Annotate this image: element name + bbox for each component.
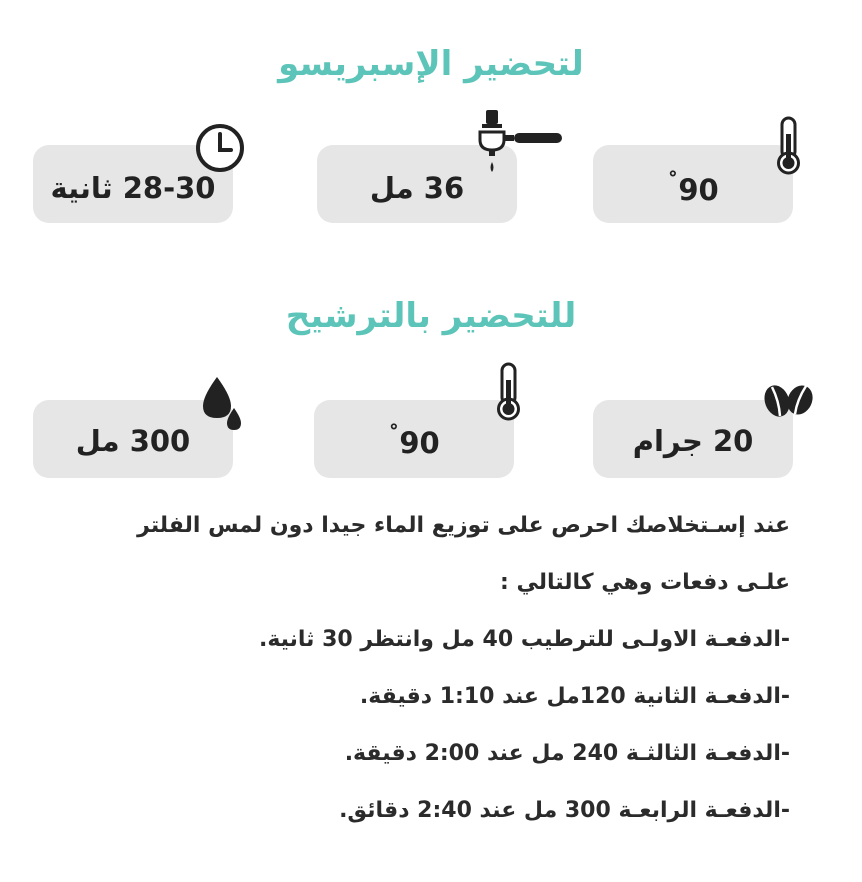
- thermometer-icon: [494, 362, 524, 424]
- instruction-line: -الدفعـة الاولـى للترطيب 40 مل وانتظر 30 ثانية.: [258, 627, 790, 652]
- coffee-beans-icon: [762, 378, 816, 422]
- espresso-temperature-value: 90˚: [667, 171, 719, 207]
- pourover-water-value: 300 مل: [75, 424, 191, 458]
- pourover-temperature-card: [314, 400, 514, 478]
- brewing-instructions: [30, 506, 790, 848]
- espresso-time-value: 28-30 ثانية: [50, 171, 216, 205]
- instruction-line: -الدفعـة الثانية 120مل عند 1:10 دقيقة.: [359, 684, 790, 709]
- pourover-coffee-value: 20 جرام: [632, 424, 754, 458]
- thermometer-icon: [774, 116, 804, 178]
- instruction-line: -الدفعـة الرابعـة 300 مل عند 2:40 دقائق.: [339, 798, 790, 823]
- clock-icon: [193, 121, 247, 175]
- water-drops-icon: [200, 374, 246, 436]
- espresso-volume-value: 36 مل: [369, 171, 465, 205]
- instruction-line: علـى دفعات وهي كالتالي :: [500, 570, 790, 595]
- instruction-line: -الدفعـة الثالثـة 240 مل عند 2:00 دقيقة.: [344, 741, 790, 766]
- pourover-temperature-value: 90˚: [388, 424, 440, 460]
- instruction-line: عند إسـتخلاصك احرص على توزيع الماء جيدا دون لمس الفلتر: [137, 513, 790, 538]
- pourover-title: للتحضير بالترشيح: [285, 296, 577, 336]
- portafilter-icon: [474, 106, 566, 184]
- espresso-title: لتحضير الإسبريسو: [278, 44, 584, 84]
- espresso-temperature-card: [593, 145, 793, 223]
